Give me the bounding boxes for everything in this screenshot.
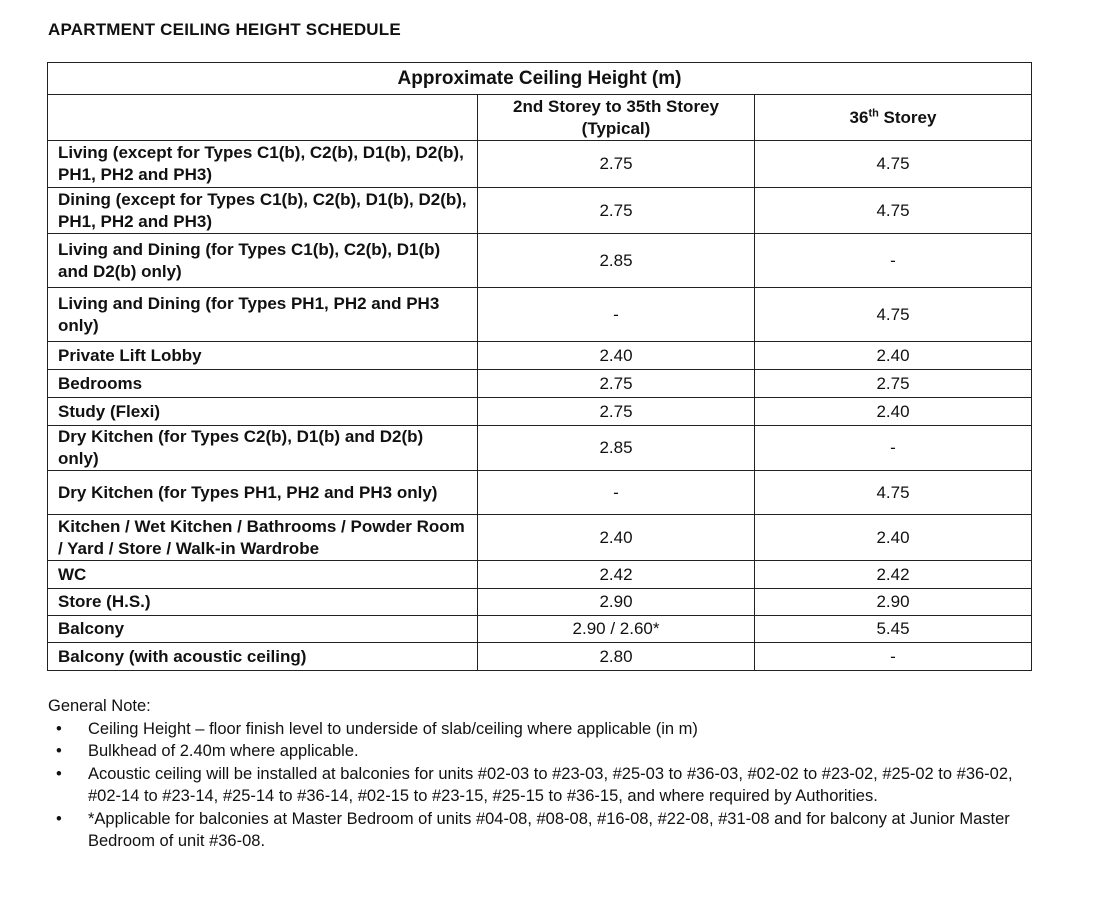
table-row (48, 288, 1032, 342)
top-storey-height: 2.42 (755, 561, 1032, 589)
note-text: Ceiling Height – floor finish level to underside of slab/ceiling where applicable (in m) (88, 719, 698, 738)
col-typical-header (478, 95, 755, 141)
bullet-icon: • (56, 719, 62, 738)
room-label: Store (H.S.) (48, 589, 478, 616)
table-row (48, 234, 1032, 288)
room-label: Dry Kitchen (for Types C2(b), D1(b) and D2(b) only) (48, 426, 478, 471)
typical-storey-height: 2.85 (478, 234, 755, 288)
col-top-sup: th (868, 106, 879, 119)
bullet-icon: • (56, 809, 62, 828)
table-row (48, 561, 1032, 589)
room-label: WC (48, 561, 478, 589)
room-label: Living (except for Types C1(b), C2(b), D1(b), D2(b), PH1, PH2 and PH3) (48, 141, 478, 188)
typical-storey-height: 2.90 / 2.60* (478, 616, 755, 643)
room-label: Dining (except for Types C1(b), C2(b), D1(b), D2(b), PH1, PH2 and PH3) (48, 188, 478, 234)
schedule-title: APARTMENT CEILING HEIGHT SCHEDULE (48, 20, 401, 39)
note-item (48, 740, 1038, 763)
col-top-storey-header (755, 95, 1032, 141)
typical-storey-height: 2.40 (478, 342, 755, 370)
notes-heading: General Note: (48, 697, 151, 715)
top-storey-height: 4.75 (755, 141, 1032, 188)
table-caption-row (48, 63, 1032, 95)
typical-storey-height: 2.40 (478, 515, 755, 561)
room-label: Balcony (with acoustic ceiling) (48, 643, 478, 671)
top-storey-height: 4.75 (755, 471, 1032, 515)
note-text: *Applicable for balconies at Master Bedroom of units #04-08, #08-08, #16-08, #22-08, #31-08 and for balcony at Junior Master Bedroom of unit #36-08. (88, 809, 1010, 850)
ceiling-height-table (47, 62, 1032, 671)
top-storey-height: - (755, 234, 1032, 288)
bullet-icon: • (56, 764, 62, 783)
table-header-row (48, 95, 1032, 141)
typical-storey-height: 2.75 (478, 370, 755, 398)
room-label: Balcony (48, 616, 478, 643)
table-row (48, 426, 1032, 471)
col-typical-header-text: 2nd Storey to 35th Storey (Typical) (513, 96, 719, 138)
room-label: Living and Dining (for Types C1(b), C2(b), D1(b) and D2(b) only) (48, 234, 478, 288)
top-storey-height: 2.40 (755, 515, 1032, 561)
notes-list (48, 718, 1038, 853)
table-row (48, 616, 1032, 643)
room-label: Study (Flexi) (48, 398, 478, 426)
typical-storey-height: 2.75 (478, 141, 755, 188)
note-text: Bulkhead of 2.40m where applicable. (88, 742, 359, 760)
typical-storey-height: 2.85 (478, 426, 755, 471)
table-row (48, 370, 1032, 398)
table-row (48, 398, 1032, 426)
top-storey-height: 2.40 (755, 342, 1032, 370)
bullet-icon: • (56, 742, 62, 760)
table-row (48, 515, 1032, 561)
room-label: Dry Kitchen (for Types PH1, PH2 and PH3 only) (48, 471, 478, 515)
table-row (48, 188, 1032, 234)
general-notes (48, 695, 1038, 853)
top-storey-height: 4.75 (755, 288, 1032, 342)
table-row (48, 342, 1032, 370)
typical-storey-height: - (478, 288, 755, 342)
top-storey-height: 5.45 (755, 616, 1032, 643)
typical-storey-height: 2.90 (478, 589, 755, 616)
table-row (48, 589, 1032, 616)
room-label: Bedrooms (48, 370, 478, 398)
note-text: Acoustic ceiling will be installed at balconies for units #02-03 to #23-03, #25-03 to #36-03, #02-02 to #23-02, #25-02 to #36-02, #02-14 to #23-14, #25-14 to #36-14, #02-15 to #23-15, #25-15 to #36-15, and where required by Authorities. (88, 764, 1013, 805)
room-label: Living and Dining (for Types PH1, PH2 and PH3 only) (48, 288, 478, 342)
typical-storey-height: 2.80 (478, 643, 755, 671)
col-top-num: 36 (849, 107, 869, 127)
table-row (48, 141, 1032, 188)
typical-storey-height: 2.42 (478, 561, 755, 589)
header-empty-cell (48, 95, 478, 141)
top-storey-height: - (755, 426, 1032, 471)
room-label: Kitchen / Wet Kitchen / Bathrooms / Powder Room / Yard / Store / Walk-in Wardrobe (48, 515, 478, 561)
table-caption: Approximate Ceiling Height (m) (48, 63, 1032, 95)
note-item (48, 718, 1038, 741)
table-row (48, 643, 1032, 671)
top-storey-height: 2.75 (755, 370, 1032, 398)
room-label: Private Lift Lobby (48, 342, 478, 370)
top-storey-height: 2.90 (755, 589, 1032, 616)
typical-storey-height: 2.75 (478, 398, 755, 426)
typical-storey-height: 2.75 (478, 188, 755, 234)
col-top-rest: Storey (878, 107, 937, 127)
note-item (48, 808, 1038, 853)
note-item (48, 763, 1038, 808)
top-storey-height: - (755, 643, 1032, 671)
top-storey-height: 4.75 (755, 188, 1032, 234)
top-storey-height: 2.40 (755, 398, 1032, 426)
typical-storey-height: - (478, 471, 755, 515)
table-row (48, 471, 1032, 515)
